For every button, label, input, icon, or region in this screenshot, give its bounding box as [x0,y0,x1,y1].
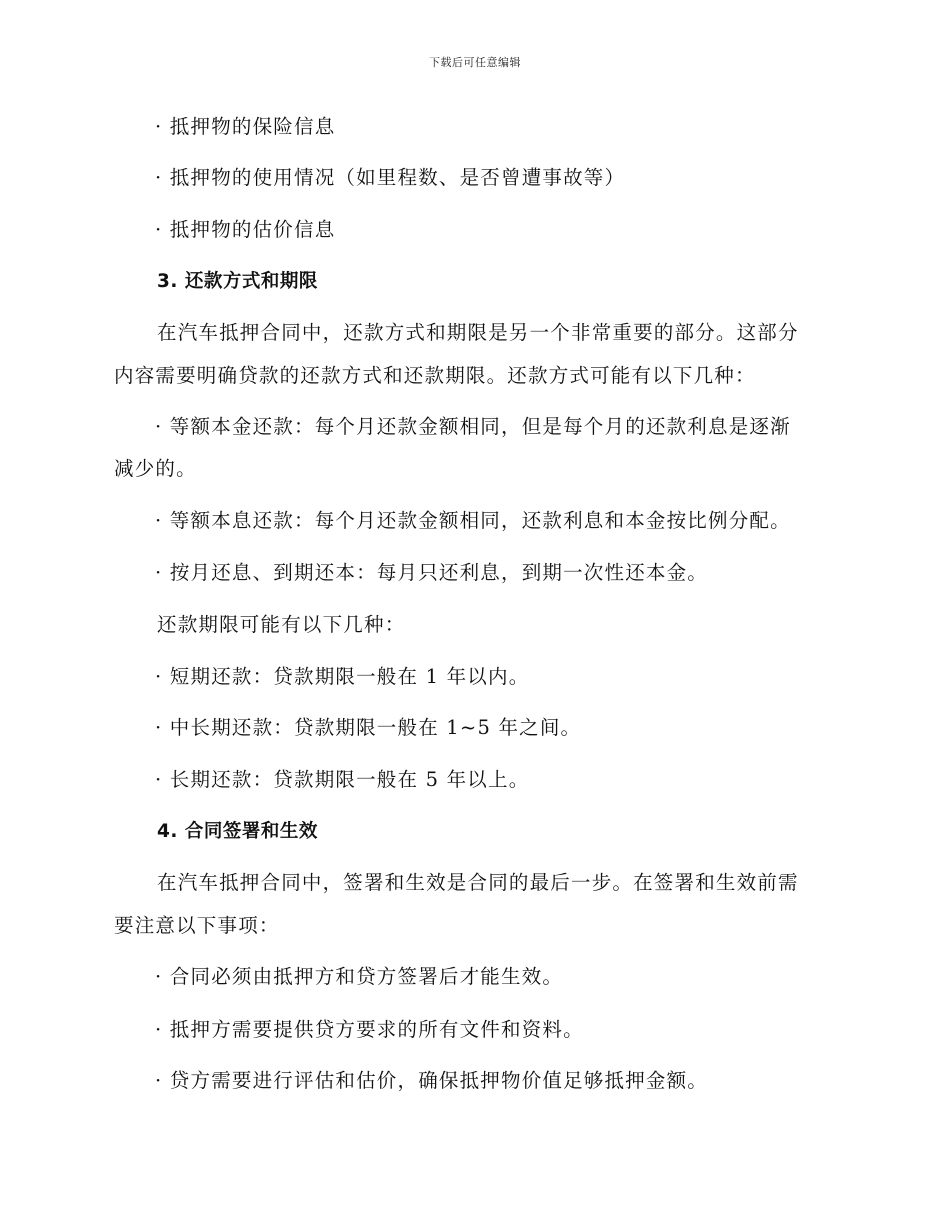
bullet-signing-required: · 合同必须由抵押方和贷方签署后才能生效。 [155,965,564,988]
paragraph-signing-line2: 要注意以下事项： [114,914,280,937]
section-heading-signing: 4. 合同签署和生效 [157,821,318,842]
bullet-short-term: · 短期还款：贷款期限一般在 1 年以内。 [155,665,530,688]
bullet-long-term: · 长期还款：贷款期限一般在 5 年以上。 [155,768,530,791]
section-heading-repayment: 3. 还款方式和期限 [157,271,318,292]
bullet-valuation-required: · 贷方需要进行评估和估价，确保抵押物价值足够抵押金额。 [155,1069,708,1092]
page-header: 下载后可任意编辑 [429,56,521,69]
paragraph-term-intro: 还款期限可能有以下几种： [157,613,406,636]
bullet-equal-principal-line2: 减少的。 [114,457,197,480]
bullet-interest-only: · 按月还息、到期还本：每月只还利息，到期一次性还本金。 [155,561,708,584]
paragraph-repayment-line2: 内容需要明确贷款的还款方式和还款期限。还款方式可能有以下几种： [114,364,756,387]
bullet-documents-required: · 抵押方需要提供贷方要求的所有文件和资料。 [155,1018,584,1041]
bullet-equal-principal-line1: · 等额本金还款：每个月还款金额相同，但是每个月的还款利息是逐渐 [155,415,791,438]
bullet-mid-term: · 中长期还款：贷款期限一般在 1~5 年之间。 [155,716,582,739]
paragraph-repayment-line1: 在汽车抵押合同中，还款方式和期限是另一个非常重要的部分。这部分 [157,321,799,344]
bullet-valuation-info: · 抵押物的估价信息 [155,218,336,241]
bullet-equal-installment: · 等额本息还款：每个月还款金额相同，还款利息和本金按比例分配。 [155,509,791,532]
bullet-usage-info: · 抵押物的使用情况（如里程数、是否曾遭事故等） [155,166,626,189]
paragraph-signing-line1: 在汽车抵押合同中，签署和生效是合同的最后一步。在签署和生效前需 [157,871,799,894]
bullet-insurance-info: · 抵押物的保险信息 [155,115,336,138]
